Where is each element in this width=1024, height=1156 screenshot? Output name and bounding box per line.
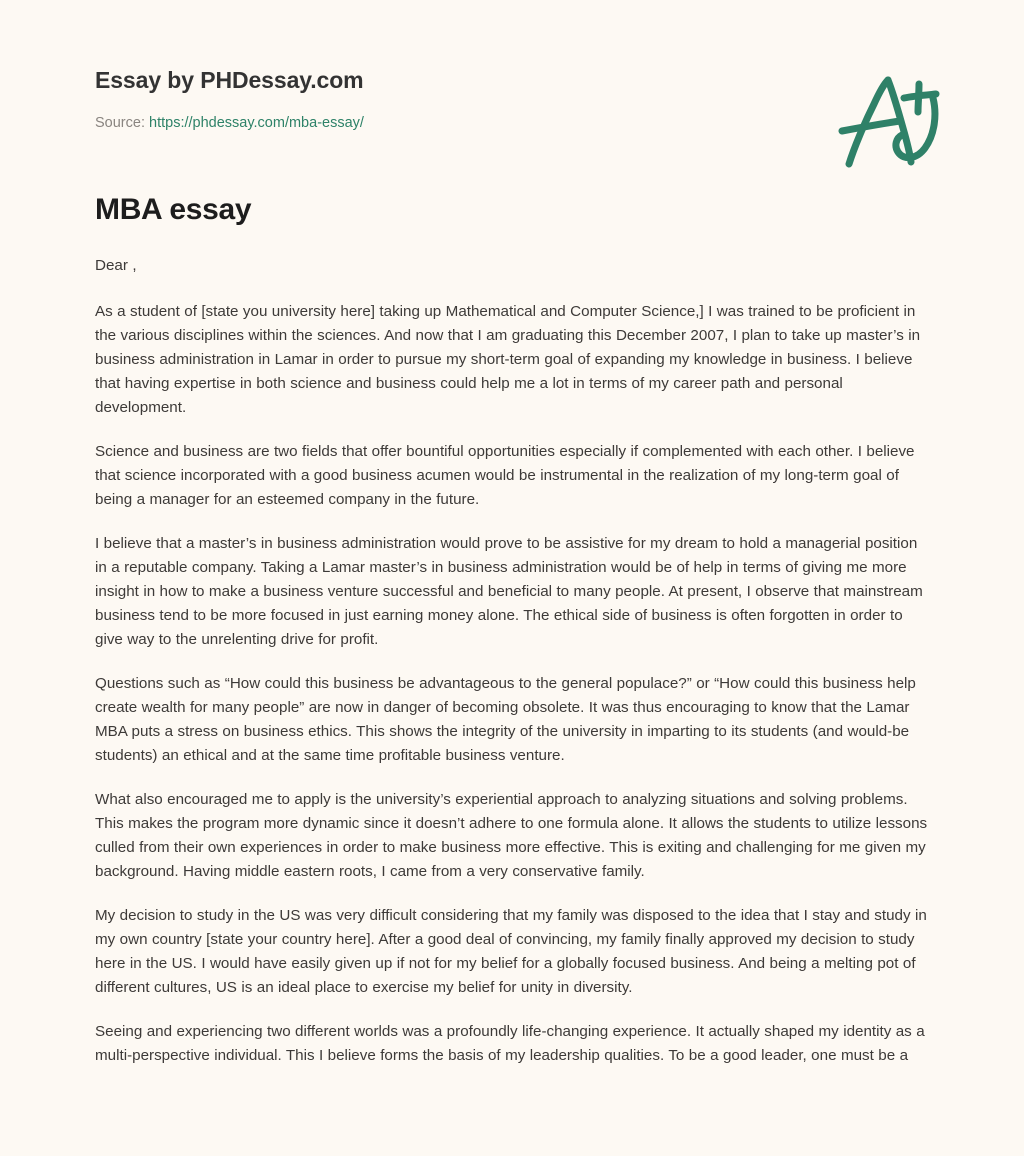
essay-body xyxy=(0,228,1024,1068)
paragraph: Science and business are two fields that offer bountiful opportunities especially if complemented with each other. I believe that science incorporated with a good business acumen would be instrumental in the realization of my long-term goal of being a manager for an esteemed company in the future. xyxy=(95,443,915,508)
a-plus-handwritten-logo-icon xyxy=(832,62,952,172)
paragraph: Seeing and experiencing two different worlds was a profoundly life-changing experience. It actually shaped my identity as a multi-perspective individual. This I believe forms the basis of my leadership qualities. To be a good leader, one must be a xyxy=(95,1023,925,1064)
paragraph: What also encouraged me to apply is the university’s experiential approach to analyzing situations and solving problems. This makes the program more dynamic since it doesn’t adhere to one formula alone. It allows the students to utilize lessons culled from their own experiences in order to make business more effective. This is exiting and challenging for me given my background. Having middle eastern roots, I came from a very conservative family. xyxy=(95,791,928,880)
brand-title: Essay by PHDessay.com xyxy=(95,67,364,93)
page-header xyxy=(0,0,1024,130)
paragraph: My decision to study in the US was very difficult considering that my family was disposed to the idea that I stay and study in my own country [state your country here]. After a good deal of convincing, my family finally approved my decision to study here in the US. I would have easily given up if not for my belief for a globally focused business. And being a melting pot of different cultures, US is an ideal place to exercise my belief for unity in diversity. xyxy=(95,907,927,996)
page-title: MBA essay xyxy=(95,193,252,226)
source-line xyxy=(95,114,944,132)
paragraph: Questions such as “How could this business be advantageous to the general populace?” or “How could this business help create wealth for many people” are now in danger of becoming obsolete. It was thus encouraging to know that the Lamar MBA puts a stress on business ethics. This shows the integrity of the university in imparting to its students (and would-be students) an ethical and at the same time profitable business venture. xyxy=(95,675,916,764)
source-label: Source: xyxy=(95,115,145,131)
paragraph: I believe that a master’s in business administration would prove to be assistive for my dream to hold a managerial position in a reputable company. Taking a Lamar master’s in business administration would be of help in terms of giving me more insight in how to make a business venture successful and beneficial to many people. At present, I observe that mainstream business tend to be more focused in just earning money alone. The ethical side of business is often forgotten in order to give way to the unrelenting drive for profit. xyxy=(95,535,923,648)
paragraph-salutation: Dear , xyxy=(95,257,137,274)
paragraph: As a student of [state you university here] taking up Mathematical and Computer Science,] I was trained to be proficient in the various disciplines within the sciences. And now that I am graduating this December 2007, I plan to take up master’s in business administration in Lamar in order to pursue my short-term goal of expanding my knowledge in business. I believe that having expertise in both science and business could help me a lot in terms of my career path and personal development. xyxy=(95,303,921,416)
source-link[interactable]: https://phdessay.com/mba-essay/ xyxy=(149,115,364,131)
